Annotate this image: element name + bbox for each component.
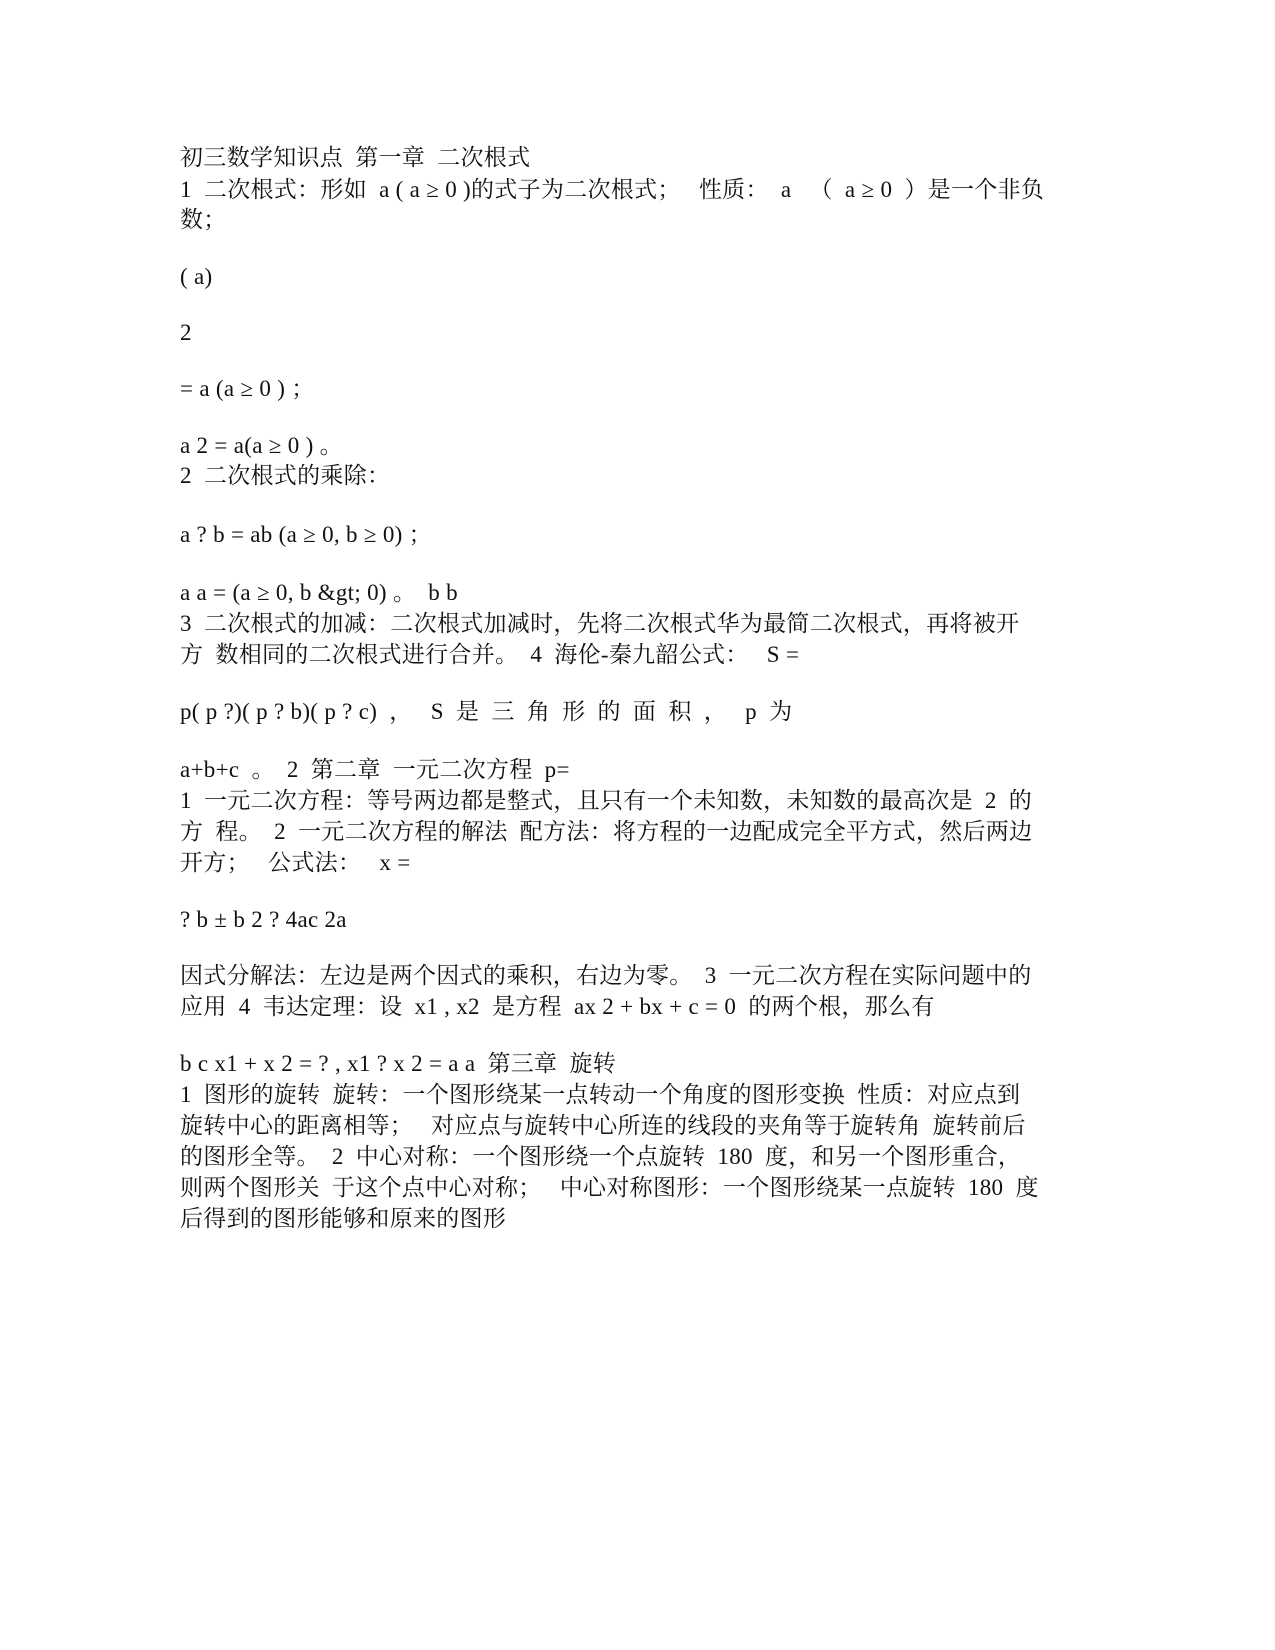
formula-line: p( p ?)( p ? b)( p ? c) ， S 是 三 角 形 的 面 积 ， p 为 [180, 699, 793, 724]
text-line: 3 二次根式的加减：二次根式加减时，先将二次根式华为最简二次根式，再将被开 [180, 611, 1020, 636]
text-line: 数； [180, 207, 227, 232]
text-line: 1 图形的旋转 旋转：一个图形绕某一点转动一个角度的图形变换 性质：对应点到 [180, 1082, 1021, 1107]
text-line: 1 一元二次方程：等号两边都是整式，且只有一个未知数，未知数的最高次是 2 的 [180, 788, 1033, 813]
formula-line: a a = (a ≥ 0, b &gt; 0) 。 b b [180, 580, 458, 605]
formula-line: b c x1 + x 2 = ? , x1 ? x 2 = a a 第三章 旋转 [180, 1051, 617, 1076]
formula-line: = a (a ≥ 0 ) ； [180, 376, 315, 401]
text-line: 的图形全等。 2 中心对称：一个图形绕一个点旋转 180 度，和另一个图形重合， [180, 1144, 1022, 1169]
formula-line: 2 [180, 320, 192, 345]
formula-line: ( a) [180, 264, 213, 289]
text-line: 方 数相同的二次根式进行合并。 4 海伦-秦九韶公式： S = [180, 642, 800, 667]
section-heading: 2 二次根式的乘除： [180, 463, 391, 488]
text-line: 则两个图形关 于这个点中心对称； 中心对称图形：一个图形绕某一点旋转 180 度 [180, 1175, 1039, 1200]
formula-line: a 2 = a(a ≥ 0 ) 。 [180, 433, 343, 458]
text-line: 因式分解法：左边是两个因式的乘积，右边为零。 3 一元二次方程在实际问题中的 [180, 963, 1032, 988]
document-title: 初三数学知识点 第一章 二次根式 [180, 145, 531, 170]
text-line: 后得到的图形能够和原来的图形 [180, 1206, 507, 1231]
text-line: 旋转中心的距离相等； 对应点与旋转中心所连的线段的夹角等于旋转角 旋转前后 [180, 1113, 1026, 1138]
text-line: 1 二次根式：形如 a ( a ≥ 0 )的式子为二次根式； 性质： a （ a ≥ 0 ）是一个非负 [180, 177, 1045, 202]
text-line: 开方； 公式法： x = [180, 850, 411, 875]
text-line: a+b+c 。 2 第二章 一元二次方程 p= [180, 757, 570, 782]
text-line: 应用 4 韦达定理：设 x1 , x2 是方程 ax 2 + bx + c = 0 的两个根，那么有 [180, 994, 935, 1019]
text-line: 方 程。 2 一元二次方程的解法 配方法：将方程的一边配成完全平方式，然后两边 [180, 819, 1033, 844]
formula-line: ? b ± b 2 ? 4ac 2a [180, 907, 347, 932]
formula-line: a ? b = ab (a ≥ 0, b ≥ 0) ； [180, 522, 432, 547]
